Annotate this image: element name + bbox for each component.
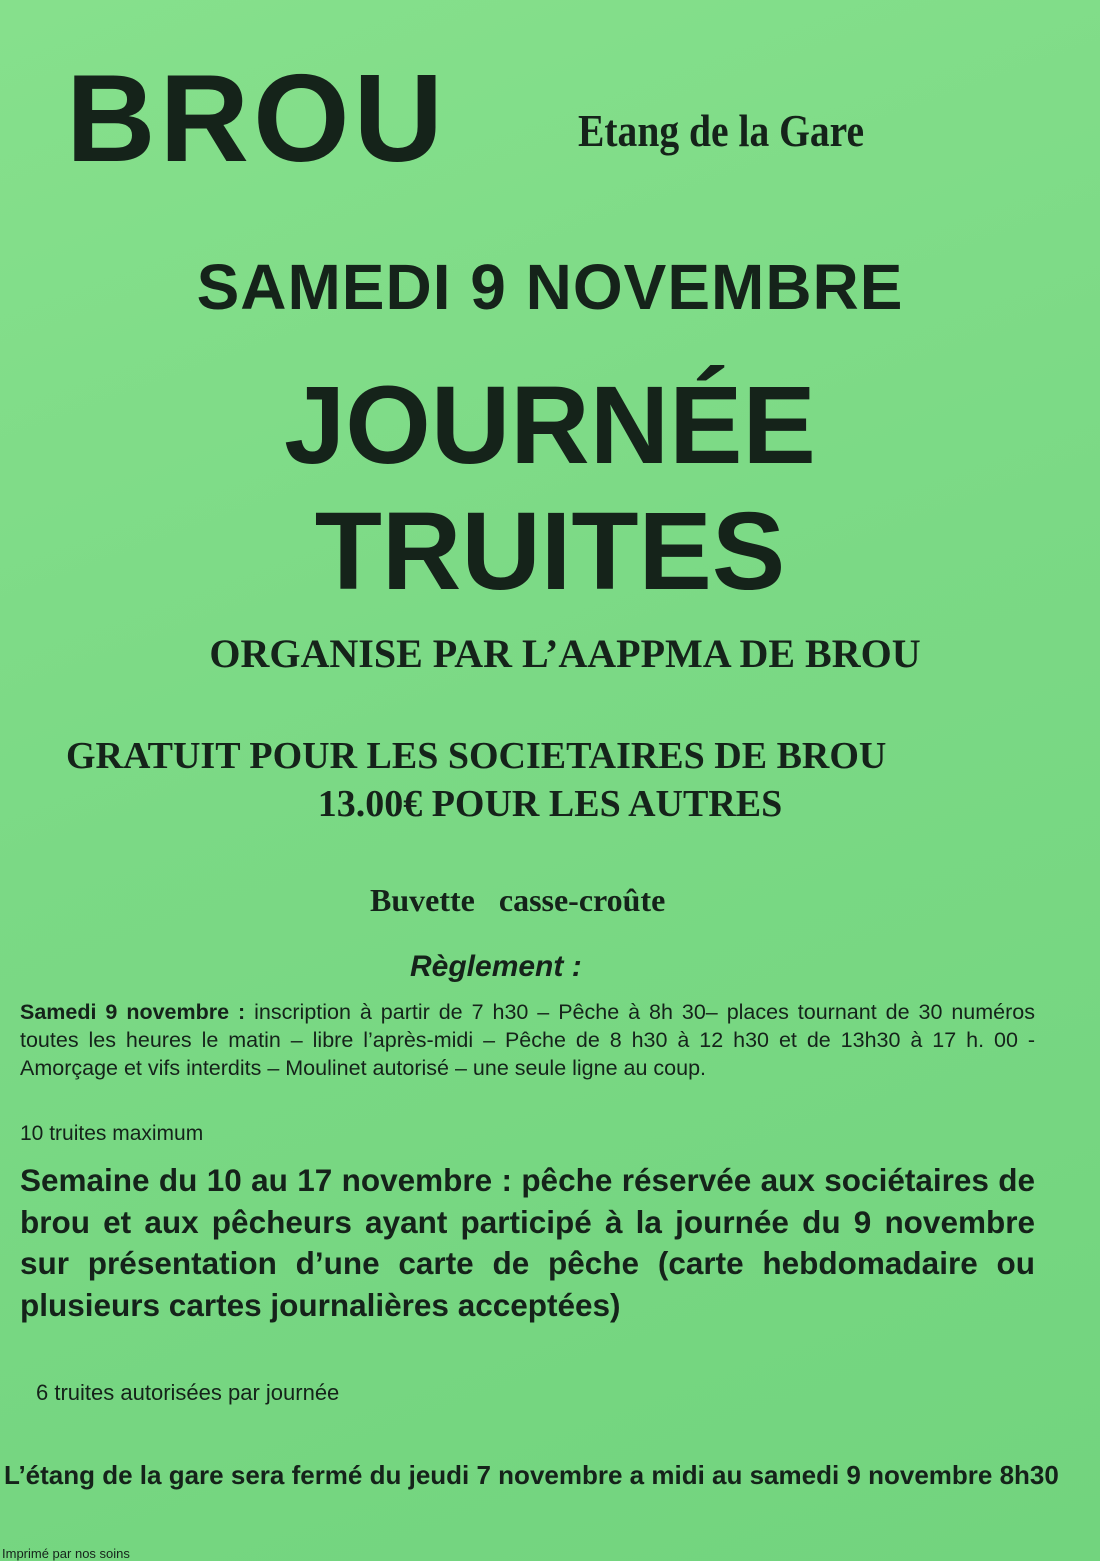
rules-day-paragraph (20, 998, 1035, 1082)
printed-by-note: Imprimé par nos soins (2, 1546, 130, 1561)
week-rules-paragraph: Semaine du 10 au 17 novembre : pêche réservée aux sociétaires de brou et aux pêcheurs ayant participé à la journée du 9 novembre sur présentation d’une carte de pêche (carte hebdomadaire ou plusieurs cartes journalières acceptées) (20, 1162, 1035, 1323)
price-others: 13.00€ POUR LES AUTRES (317, 783, 783, 825)
town-heading: BROU (66, 50, 448, 188)
event-title-line-2: TRUITES (314, 490, 786, 613)
refreshments-line: Buvette casse-croûte (370, 882, 666, 918)
rules-day-lead: Samedi 9 novembre : (20, 1000, 246, 1024)
closure-notice: L’étang de la gare sera fermé du jeudi 7 novembre a midi au samedi 9 novembre 8h30 (4, 1460, 1059, 1490)
venue-label: Etang de la Gare (578, 105, 865, 156)
max-trout-note: 10 truites maximum (20, 1122, 204, 1145)
event-title-line-1: JOURNÉE (284, 364, 816, 487)
rules-heading: Règlement : (410, 950, 582, 983)
event-date: SAMEDI 9 NOVEMBRE (196, 251, 904, 323)
trout-per-day-note: 6 truites autorisées par journée (36, 1380, 340, 1405)
organizer-line: ORGANISE PAR L’AAPPMA DE BROU (209, 631, 921, 676)
rules-day-text: inscription à partir de 7 h30 – Pêche à 8h 30– places tournant de 30 numéros toutes les heures le matin – libre l’après-midi – Pêche de 8 h30 à 12 h30 et de 13h30 à 17 h. 00 - Amorçage et vifs interdits – Moulinet autorisé – une seule ligne au coup. (20, 1000, 1036, 1080)
price-members: GRATUIT POUR LES SOCIETAIRES DE BROU (66, 735, 887, 777)
